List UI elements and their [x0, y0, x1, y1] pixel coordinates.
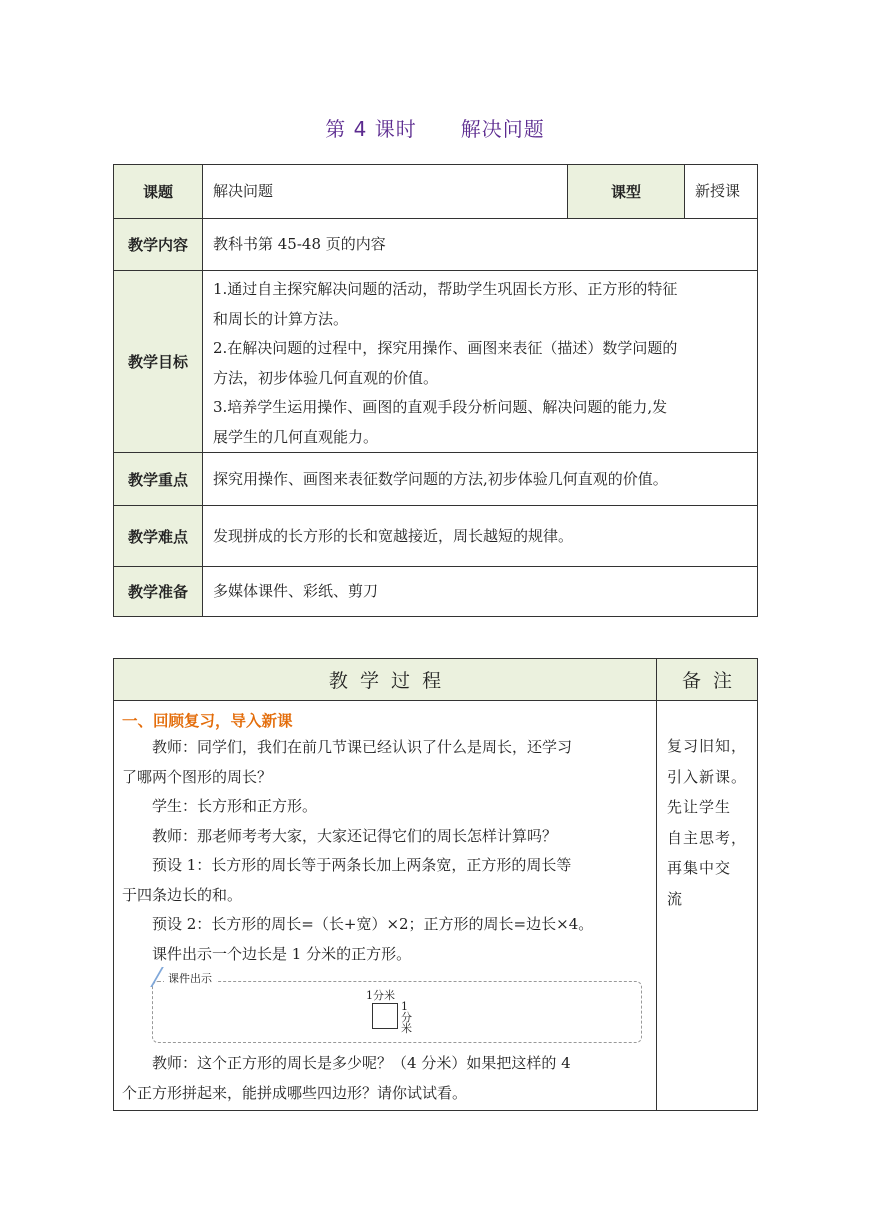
prep-label: 教学准备 — [114, 567, 203, 617]
note-line: 流 — [667, 889, 684, 908]
note-line: 再集中交 — [667, 859, 732, 877]
goal-row — [114, 271, 758, 453]
notes-header: 备 注 — [657, 659, 758, 701]
difficulty-row — [114, 506, 758, 567]
type-label: 课型 — [568, 165, 685, 219]
paragraph: 学生：长方形和正方形。 — [152, 797, 318, 815]
difficulty-value: 发现拼成的长方形的长和宽越接近，周长越短的规律。 — [203, 506, 758, 567]
content-label: 教学内容 — [114, 219, 203, 271]
key-label: 教学重点 — [114, 453, 203, 506]
courseware-figure — [152, 972, 642, 1043]
prep-value: 多媒体课件、彩纸、剪刀 — [203, 567, 758, 617]
key-value: 探究用操作、画图来表征数学问题的方法,初步体验几何直观的价值。 — [203, 453, 758, 506]
notes-content — [657, 701, 758, 1111]
paragraph: 课件出示一个边长是 1 分米的正方形。 — [152, 944, 412, 963]
goal-line: 方法，初步体验几何直观的价值。 — [213, 368, 439, 387]
difficulty-label: 教学难点 — [114, 506, 203, 567]
topic-label: 课题 — [114, 165, 203, 219]
goal-line: 3.培养学生运用操作、画图的直观手段分析问题、解决问题的能力,发 — [213, 398, 668, 416]
lesson-number: 第 4 课时 — [325, 117, 417, 141]
courseware-label: 课件出示 — [164, 970, 216, 986]
goal-line: 展学生的几何直观能力。 — [213, 427, 379, 446]
lesson-title — [0, 113, 870, 142]
paragraph: 教师：这个正方形的周长是多少呢？（4 分米）如果把这样的 4 — [152, 1054, 571, 1072]
goal-label: 教学目标 — [114, 271, 203, 453]
topic-row — [114, 165, 758, 219]
paragraph: 了哪两个图形的周长？ — [122, 767, 273, 786]
process-header: 教 学 过 程 — [114, 659, 657, 701]
prep-row — [114, 567, 758, 617]
paragraph: 教师：同学们，我们在前几节课已经认识了什么是周长，还学习 — [152, 738, 573, 756]
square-side-label: 1分米 — [401, 1000, 412, 1035]
note-line: 引入新课。 — [667, 767, 748, 786]
goal-value — [203, 271, 758, 453]
type-value: 新授课 — [685, 165, 758, 219]
content-row — [114, 219, 758, 271]
goal-line: 2.在解决问题的过程中，探究用操作、画图来表征（描述）数学问题的 — [213, 339, 678, 357]
content-value: 教科书第 45-48 页的内容 — [203, 219, 758, 271]
lesson-name: 解决问题 — [460, 117, 545, 141]
teaching-process-table — [113, 658, 758, 1111]
process-content — [114, 701, 657, 1111]
square-top-label: 1分米 — [366, 989, 395, 1002]
topic-value: 解决问题 — [203, 165, 568, 219]
goal-line: 和周长的计算方法。 — [213, 309, 349, 328]
note-line: 复习旧知， — [667, 737, 748, 755]
process-header-row — [114, 659, 758, 701]
section-heading: 一、回顾复习，导入新课 — [122, 712, 293, 730]
goal-line: 1.通过自主探究解决问题的活动，帮助学生巩固长方形、正方形的特征 — [213, 280, 678, 298]
paragraph: 教师：那老师考考大家，大家还记得它们的周长怎样计算吗？ — [152, 826, 558, 845]
lesson-info-table — [113, 164, 758, 617]
paragraph: 预设 2：长方形的周长=（长+宽）×2；正方形的周长=边长×4。 — [152, 915, 594, 933]
note-line: 自主思考， — [667, 828, 748, 847]
paragraph: 于四条边长的和。 — [122, 885, 243, 904]
paragraph: 个正方形拼起来，能拼成哪些四边形？请你试试看。 — [122, 1083, 468, 1102]
key-row — [114, 453, 758, 506]
process-body-row — [114, 701, 758, 1111]
note-line: 先让学生 — [667, 798, 732, 816]
paragraph: 预设 1：长方形的周长等于两条长加上两条宽，正方形的周长等 — [152, 856, 572, 874]
square-shape — [372, 1003, 398, 1029]
